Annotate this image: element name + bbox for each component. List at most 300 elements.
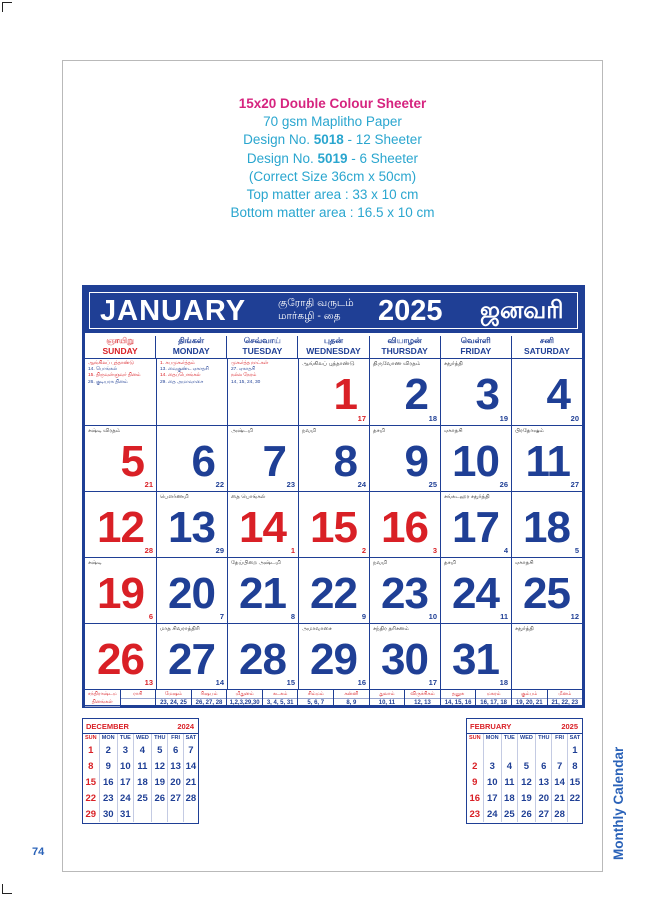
weekday-friday (440, 336, 511, 358)
tamil-date: 12 (570, 612, 579, 621)
weekday-sunday (85, 336, 155, 358)
tamil-date: 10 (428, 612, 437, 621)
mini-date (133, 806, 151, 822)
tamil-date: 16 (357, 678, 366, 687)
day-note: சஷ்டி (88, 560, 102, 566)
spec-design-1 (62, 131, 603, 149)
rasi-cell (404, 690, 440, 708)
rasi-cell (191, 690, 227, 708)
mini-date: 10 (117, 758, 133, 774)
rasi-name: மீனம் (548, 690, 583, 699)
empty-cell (156, 359, 227, 425)
day-note: ஆங்கிலப் புத்தாண்டு (302, 361, 355, 367)
date-number: 6 (191, 437, 215, 486)
rasi-days: 23, 24, 25 (160, 700, 187, 706)
weekday-tamil: வெள்ளி (460, 336, 491, 345)
mini-date: 11 (501, 774, 517, 790)
day-note: சதுர்த்தி (515, 626, 534, 632)
day-note: தை பொங்கல் (231, 494, 266, 500)
rasi-days: 8, 9 (346, 700, 357, 706)
day-note: சஷ்டி விரதம் (88, 428, 121, 434)
date-cell-19 (85, 557, 156, 623)
mini-date: 25 (501, 806, 517, 822)
festival-item: நல்ல நேரம் (231, 373, 257, 379)
rasi-name: சந்திராஷ்டம தினங்கள் (85, 690, 120, 707)
page-number: 74 (32, 846, 45, 858)
mini-date: 3 (483, 758, 501, 774)
mini-weekday: TUE (501, 734, 517, 742)
mini-weekday: WED (517, 734, 535, 742)
mini-date: 7 (552, 758, 567, 774)
tamil-date: 15 (286, 678, 295, 687)
weekday-tamil: புதன் (324, 336, 343, 345)
tamil-date: 9 (361, 612, 366, 621)
date-number: 31 (452, 635, 499, 684)
weekday-tamil: திங்கள் (178, 336, 205, 345)
date-number: 3 (475, 370, 499, 419)
date-number: 16 (381, 503, 428, 552)
day-note: திருவோண விரதம் (373, 361, 421, 367)
festival-item: 14. தைப்பொங்கல் (160, 373, 201, 379)
mini-date (483, 742, 501, 758)
weekday-english: MONDAY (172, 346, 210, 356)
empty-cell (511, 623, 582, 689)
date-cell-26 (85, 623, 156, 689)
rasi-name: ராசி (121, 690, 156, 699)
date-cell-30 (369, 623, 440, 689)
date-cell-20 (156, 557, 227, 623)
mini-feb-year: 2025 (561, 722, 578, 731)
date-cell-17 (440, 491, 511, 557)
rasi-name: மகரம் (476, 690, 511, 699)
mini-date: 26 (152, 790, 168, 806)
mini-date: 27 (536, 806, 552, 822)
spec-top-area: Top matter area : 33 x 10 cm (246, 187, 419, 203)
mini-weekday: FRI (552, 734, 567, 742)
mini-week-row (83, 758, 198, 774)
spec-design-1-suffix: - 12 Sheeter (343, 132, 422, 148)
day-note: சதுர்த்தி (444, 361, 463, 367)
day-note: ஏகாதசி (515, 560, 534, 566)
mini-date: 14 (183, 758, 198, 774)
weekday-english: SATURDAY (524, 346, 570, 356)
rasi-row (85, 689, 582, 708)
date-cell-5 (85, 425, 156, 491)
mini-date: 7 (183, 742, 198, 758)
mini-date: 20 (536, 790, 552, 806)
tamil-date: 5 (574, 546, 579, 555)
rasi-name: விருச்சிகம் (405, 690, 440, 699)
tamil-date: 7 (219, 612, 224, 621)
mini-head-row (83, 734, 198, 742)
date-number: 28 (239, 635, 286, 684)
tamil-date: 23 (286, 480, 295, 489)
tamil-date: 29 (215, 546, 224, 555)
rasi-days: 21, 22, 23 (551, 700, 579, 706)
mini-date (567, 806, 582, 822)
spec-design-2-prefix: Design No. (246, 150, 318, 166)
spec-design-2-number: 5019 (317, 150, 348, 166)
tamil-date: 3 (432, 546, 437, 555)
mini-date: 5 (152, 742, 168, 758)
tamil-date: 28 (144, 546, 153, 555)
crop-mark-bottom-left (2, 884, 12, 894)
date-cell-1 (298, 359, 369, 425)
weekday-english: WEDNESDAY (306, 346, 361, 356)
mini-date: 21 (183, 774, 198, 790)
rasi-name: ரிஷபம் (192, 690, 227, 699)
tamil-date: 17 (428, 678, 437, 687)
weekday-english: THURSDAY (381, 346, 428, 356)
mini-weekday: SUN (84, 735, 97, 741)
date-cell-7 (227, 425, 298, 491)
weekday-monday (155, 336, 226, 358)
date-number: 14 (239, 503, 286, 552)
rasi-days: 16, 17, 18 (480, 700, 507, 706)
date-number: 23 (381, 569, 428, 618)
date-number: 12 (97, 503, 144, 552)
day-note: அமாவாசை (302, 626, 332, 632)
mini-date: 17 (483, 790, 501, 806)
date-cell-25 (511, 557, 582, 623)
mini-date: 1 (567, 742, 582, 758)
day-note: அஷ்டமி (231, 428, 254, 434)
tamil-year (278, 297, 354, 323)
date-number: 30 (381, 635, 428, 684)
tamil-date: 22 (215, 480, 224, 489)
day-note: பௌர்ணமி (160, 494, 189, 500)
mini-date: 15 (85, 776, 97, 788)
mini-calendar-december (82, 718, 199, 824)
date-cell-27 (156, 623, 227, 689)
date-cell-14 (227, 491, 298, 557)
day-note: மாத சிவராத்திரி (160, 626, 200, 632)
date-number: 29 (310, 635, 357, 684)
mini-date (552, 742, 567, 758)
mini-calendar-february (466, 718, 583, 824)
festival-item: 14, 15, 24, 30 (231, 379, 261, 385)
rasi-days: 3, 4, 5, 31 (266, 700, 294, 706)
rasi-name: துலாம் (370, 690, 405, 699)
rasi-cell (85, 690, 120, 708)
mini-date: 24 (117, 790, 133, 806)
date-cell-2 (369, 359, 440, 425)
mini-weekday: SAT (567, 734, 582, 742)
mini-date (168, 806, 183, 822)
mini-date: 23 (99, 790, 117, 806)
mini-weekday: MON (99, 734, 117, 742)
date-number: 9 (404, 437, 428, 486)
day-note: சந்திர தரிசனம் (373, 626, 409, 632)
date-cell-12 (85, 491, 156, 557)
day-note: பிரதோஷம் (515, 428, 544, 434)
mini-date: 12 (152, 758, 168, 774)
rasi-cell (262, 690, 298, 708)
rasi-name: சிம்மம் (298, 690, 333, 699)
festival-item: 14. பொங்கல் (88, 367, 118, 373)
mini-date: 21 (552, 790, 567, 806)
weekday-tuesday (226, 336, 297, 358)
date-number: 26 (97, 635, 144, 684)
tamil-date: 25 (428, 480, 437, 489)
mini-weekday: MON (483, 734, 501, 742)
mini-week-row (467, 742, 582, 758)
date-cell-13 (156, 491, 227, 557)
mini-date: 14 (552, 774, 567, 790)
tamil-date: 18 (499, 678, 508, 687)
mini-date: 19 (152, 774, 168, 790)
weekday-tamil: வியாழன் (387, 336, 422, 345)
mini-date: 11 (133, 758, 151, 774)
date-cell-8 (298, 425, 369, 491)
mini-date: 30 (99, 806, 117, 822)
mini-date: 12 (517, 774, 535, 790)
date-number: 4 (546, 370, 570, 419)
date-cell-31 (440, 623, 511, 689)
mini-week-row (83, 742, 198, 758)
date-cell-11 (511, 425, 582, 491)
empty-cell (85, 359, 156, 425)
mini-date: 22 (85, 792, 97, 804)
rasi-name: கடகம் (263, 690, 298, 699)
tamil-date: 26 (499, 480, 508, 489)
festival-item: 26. குடியரசு தினம் (88, 379, 128, 385)
tamil-year-line-2: மார்கழி - தை (278, 310, 341, 322)
mini-date: 13 (536, 774, 552, 790)
weekday-english: FRIDAY (460, 346, 492, 356)
festival-item: 15. திருவள்ளுவர் தினம் (88, 373, 141, 379)
mini-date: 8 (88, 760, 94, 772)
tamil-date: 1 (290, 546, 295, 555)
mini-week-row (467, 790, 582, 806)
mini-feb-table (467, 734, 582, 822)
tamil-date: 6 (148, 612, 153, 621)
festival-item: 13. வைகுண்ட ஏகாதசி (160, 367, 209, 373)
mini-dec-year: 2024 (177, 722, 194, 731)
date-number: 22 (310, 569, 357, 618)
mini-date: 6 (536, 758, 552, 774)
tamil-date: 17 (357, 414, 366, 423)
mini-date: 28 (552, 806, 567, 822)
mini-feb-header (467, 719, 582, 734)
mini-date: 18 (501, 790, 517, 806)
festival-item: ஆங்கிலப் புத்தாண்டு (88, 361, 134, 366)
date-cell-9 (369, 425, 440, 491)
mini-weekday: THU (152, 734, 168, 742)
mini-weekday: FRI (168, 734, 183, 742)
rasi-cell (120, 690, 156, 708)
mini-date: 17 (117, 774, 133, 790)
mini-date: 26 (517, 806, 535, 822)
date-cell-21 (227, 557, 298, 623)
tamil-date: 2 (361, 546, 366, 555)
mini-date: 15 (567, 774, 582, 790)
mini-date: 25 (133, 790, 151, 806)
spec-design-1-prefix: Design No. (243, 132, 314, 148)
tamil-date: 8 (290, 612, 295, 621)
rasi-days: 5, 6, 7 (307, 700, 325, 706)
weekday-tamil: சனி (539, 336, 554, 345)
date-number: 18 (523, 503, 570, 552)
mini-date (517, 742, 535, 758)
mini-date: 9 (99, 758, 117, 774)
date-number: 21 (239, 569, 286, 618)
rasi-cell (155, 690, 191, 708)
rasi-days: 12, 13 (414, 700, 431, 706)
date-cell-23 (369, 557, 440, 623)
date-number: 2 (404, 370, 428, 419)
rasi-days: 10, 11 (378, 700, 396, 706)
date-grid (85, 359, 582, 689)
rasi-cell (333, 690, 369, 708)
date-number: 1 (333, 370, 357, 419)
mini-date: 22 (567, 790, 582, 806)
mini-weekday: THU (536, 734, 552, 742)
mini-date (183, 806, 198, 822)
mini-date: 16 (469, 792, 481, 804)
date-number: 8 (333, 437, 357, 486)
date-number: 24 (452, 569, 499, 618)
mini-dec-header (83, 719, 198, 734)
mini-date: 3 (117, 742, 133, 758)
mini-week-row (83, 790, 198, 806)
mini-week-row (83, 774, 198, 790)
date-cell-22 (298, 557, 369, 623)
spec-size: (Correct Size 36cm x 50cm) (248, 168, 417, 184)
weekday-english: SUNDAY (102, 346, 138, 356)
calendar-year: 2025 (378, 295, 443, 327)
mini-weekday: SUN (468, 735, 481, 741)
rasi-cell (226, 690, 262, 708)
festival-item: 29. தை அமாவாசை (160, 379, 203, 385)
date-number: 10 (452, 437, 499, 486)
festival-list (88, 361, 150, 386)
mini-date: 2 (99, 742, 117, 758)
date-cell-6 (156, 425, 227, 491)
date-cell-18 (511, 491, 582, 557)
tamil-date: 20 (570, 414, 579, 423)
rasi-cell (369, 690, 405, 708)
mini-date: 9 (472, 776, 478, 788)
mini-date: 27 (168, 790, 183, 806)
spec-bottom-area: Bottom matter area : 16.5 x 10 cm (230, 205, 435, 221)
calendar-header-frame (89, 292, 578, 329)
day-note: தசமி (373, 428, 386, 434)
rasi-name: தனுசு (441, 690, 476, 699)
date-number: 20 (168, 569, 215, 618)
mini-weekday: WED (133, 734, 151, 742)
crop-mark-top-left (2, 2, 12, 12)
mini-dec-table (83, 734, 198, 822)
mini-date: 4 (501, 758, 517, 774)
mini-date: 8 (567, 758, 582, 774)
empty-cell (227, 359, 298, 425)
rasi-days: 1,2,3,29,30 (229, 700, 260, 706)
date-number: 15 (310, 503, 357, 552)
mini-date (501, 742, 517, 758)
mini-date: 23 (469, 808, 481, 820)
mini-date: 31 (117, 806, 133, 822)
mini-date: 2 (472, 760, 478, 772)
tamil-date: 11 (500, 612, 508, 621)
weekday-english: TUESDAY (242, 346, 283, 356)
day-note: நவமி (373, 560, 388, 566)
mini-date (152, 806, 168, 822)
tamil-year-line-1: குரோதி வருடம் (278, 297, 354, 309)
spec-design-2-suffix: - 6 Sheeter (347, 150, 419, 166)
date-cell-29 (298, 623, 369, 689)
date-cell-24 (440, 557, 511, 623)
rasi-name: கும்பம் (512, 690, 547, 699)
weekday-wednesday (297, 336, 368, 358)
mini-weekday: TUE (117, 734, 133, 742)
mini-dec-month: DECEMBER (86, 722, 129, 731)
day-note: நவமி (302, 428, 317, 434)
weekday-tamil: ஞாயிறு (106, 336, 134, 345)
tamil-date: 4 (503, 546, 508, 555)
date-cell-3 (440, 359, 511, 425)
side-label: Monthly Calendar (611, 746, 626, 860)
month-name-tamil: ஜனவரி (480, 297, 564, 324)
rasi-cell (297, 690, 333, 708)
spec-title: 15x20 Double Colour Sheeter (238, 96, 427, 111)
rasi-name: மிதுனம் (227, 690, 262, 699)
festival-item: 27. ஏகாதசி (231, 367, 256, 373)
date-number: 7 (262, 437, 286, 486)
tamil-date: 19 (499, 414, 508, 423)
date-cell-10 (440, 425, 511, 491)
spec-block (62, 95, 603, 222)
mini-date: 20 (168, 774, 183, 790)
calendar-header (85, 288, 582, 333)
mini-date: 29 (85, 808, 97, 820)
mini-date (467, 742, 483, 758)
mini-week-row (83, 806, 198, 822)
tamil-date: 14 (215, 678, 224, 687)
weekday-tamil: செவ்வாய் (243, 336, 281, 345)
weekday-saturday (511, 336, 582, 358)
weekday-thursday (369, 336, 440, 358)
date-number: 27 (168, 635, 215, 684)
january-calendar (82, 285, 585, 708)
date-number: 11 (525, 437, 570, 486)
mini-date (536, 742, 552, 758)
mini-date: 1 (88, 744, 94, 756)
mini-date: 28 (183, 790, 198, 806)
mini-date: 6 (168, 742, 183, 758)
date-number: 5 (120, 437, 144, 486)
weekday-header-row (85, 336, 582, 359)
day-note: தசமி (444, 560, 457, 566)
mini-date: 24 (483, 806, 501, 822)
mini-date: 18 (133, 774, 151, 790)
rasi-cell (547, 690, 583, 708)
date-number: 25 (523, 569, 570, 618)
tamil-date: 13 (144, 678, 153, 687)
mini-week-row (467, 758, 582, 774)
mini-date: 16 (99, 774, 117, 790)
festival-list (160, 361, 222, 386)
date-cell-15 (298, 491, 369, 557)
mini-weekday: SAT (183, 734, 198, 742)
festival-list (231, 361, 293, 386)
mini-date: 13 (168, 758, 183, 774)
mini-head-row (467, 734, 582, 742)
mini-week-row (467, 774, 582, 790)
festival-item: 1. சுபமுகூர்த்தம் (160, 361, 195, 366)
date-number: 13 (168, 503, 215, 552)
day-note: சங்கடஹர சதுர்த்தி (444, 494, 490, 500)
